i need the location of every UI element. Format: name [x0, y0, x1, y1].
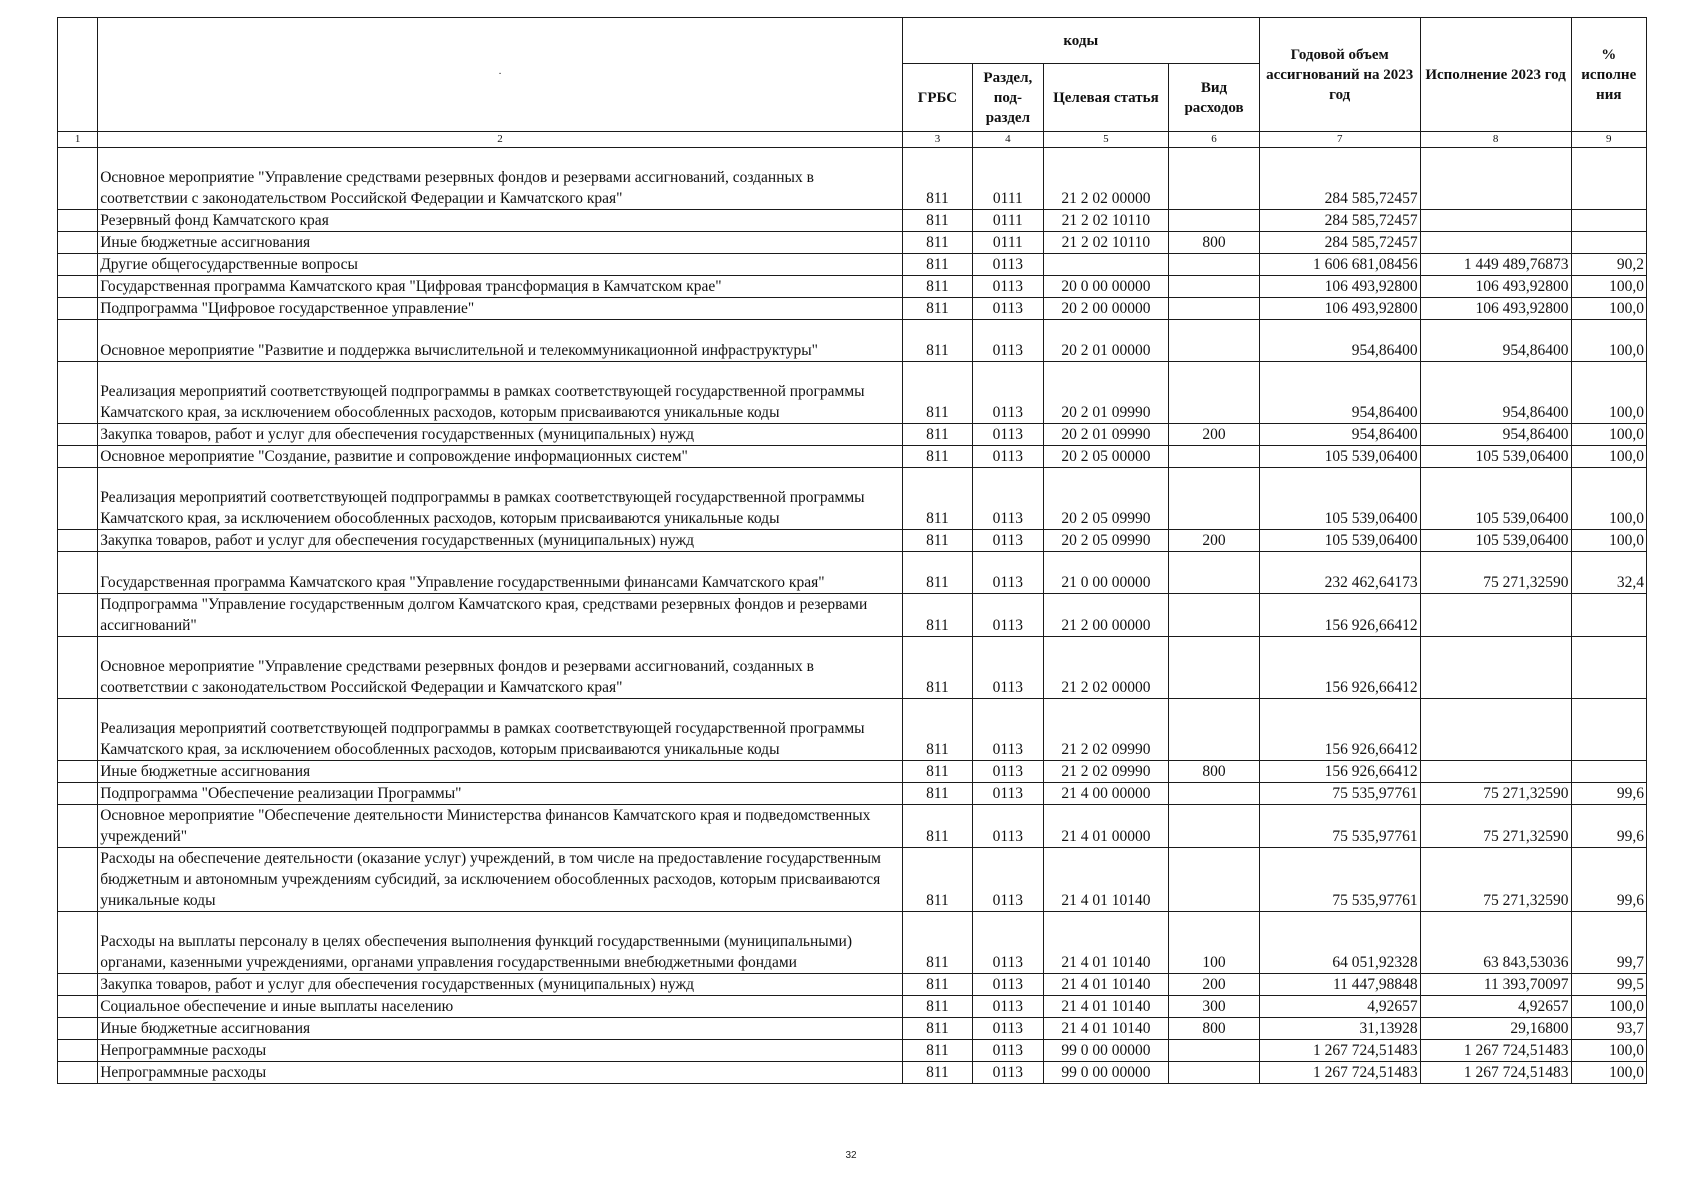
grbs-cell: 811 [902, 783, 972, 805]
grbs-cell: 811 [902, 848, 972, 912]
target-article-cell: 21 2 02 00000 [1043, 148, 1169, 210]
target-article-cell: 21 4 01 10140 [1043, 848, 1169, 912]
row-name-cell: Иные бюджетные ассигнования [98, 232, 903, 254]
annual-volume-cell: 156 926,66412 [1259, 699, 1420, 761]
grbs-cell: 811 [902, 254, 972, 276]
expense-type-cell [1169, 210, 1260, 232]
row-number-cell [58, 552, 98, 594]
row-number-cell [58, 848, 98, 912]
annual-volume-cell: 954,86400 [1259, 424, 1420, 446]
expense-type-cell [1169, 699, 1260, 761]
section-cell: 0113 [973, 761, 1043, 783]
row-name-cell: Подпрограмма "Обеспечение реализации Программы" [98, 783, 903, 805]
row-number-cell [58, 912, 98, 974]
row-name-cell: Закупка товаров, работ и услуг для обеспечения государственных (муниципальных) нужд [98, 530, 903, 552]
table-row [58, 1062, 1647, 1084]
execution-cell: 105 539,06400 [1420, 530, 1571, 552]
target-article-cell: 20 2 05 00000 [1043, 446, 1169, 468]
grbs-cell: 811 [902, 446, 972, 468]
grbs-cell: 811 [902, 276, 972, 298]
target-article-cell: 21 4 00 00000 [1043, 783, 1169, 805]
row-name-cell: Государственная программа Камчатского края "Цифровая трансформация в Камчатском крае" [98, 276, 903, 298]
row-number-cell [58, 783, 98, 805]
header-annual-volume: Годовой объем ассигнований на 2023 год [1259, 18, 1420, 132]
row-name-cell: Государственная программа Камчатского края "Управление государственными финансами Камчатского края" [98, 552, 903, 594]
section-cell: 0113 [973, 424, 1043, 446]
row-number-cell [58, 996, 98, 1018]
annual-volume-cell: 105 539,06400 [1259, 530, 1420, 552]
percent-cell: 100,0 [1571, 424, 1647, 446]
percent-cell: 99,6 [1571, 783, 1647, 805]
percent-cell [1571, 761, 1647, 783]
row-number-cell [58, 530, 98, 552]
table-row [58, 848, 1647, 912]
percent-cell [1571, 699, 1647, 761]
table-body [58, 148, 1647, 1084]
table-row [58, 783, 1647, 805]
execution-cell: 1 267 724,51483 [1420, 1062, 1571, 1084]
percent-cell: 100,0 [1571, 276, 1647, 298]
execution-cell: 106 493,92800 [1420, 276, 1571, 298]
expense-type-cell [1169, 298, 1260, 320]
row-number-cell [58, 468, 98, 530]
row-name-cell: Непрограммные расходы [98, 1040, 903, 1062]
table-row [58, 362, 1647, 424]
table-row [58, 761, 1647, 783]
grbs-cell: 811 [902, 974, 972, 996]
row-number-cell [58, 637, 98, 699]
execution-cell: 4,92657 [1420, 996, 1571, 1018]
row-name-cell: Реализация мероприятий соответствующей подпрограммы в рамках соответствующей государственной программы Камчатского края, за исключением обособленных расходов, которым присваиваются уникальные коды [98, 699, 903, 761]
table-row [58, 996, 1647, 1018]
execution-cell: 75 271,32590 [1420, 783, 1571, 805]
expense-type-cell [1169, 848, 1260, 912]
percent-cell: 99,7 [1571, 912, 1647, 974]
expense-type-cell [1169, 446, 1260, 468]
section-cell: 0113 [973, 362, 1043, 424]
grbs-cell: 811 [902, 232, 972, 254]
percent-cell: 100,0 [1571, 996, 1647, 1018]
expense-type-cell [1169, 148, 1260, 210]
section-cell: 0113 [973, 446, 1043, 468]
table-row [58, 1040, 1647, 1062]
table-row [58, 974, 1647, 996]
expense-type-cell [1169, 1040, 1260, 1062]
percent-cell: 100,0 [1571, 446, 1647, 468]
percent-cell: 90,2 [1571, 254, 1647, 276]
row-number-cell [58, 320, 98, 362]
column-number: 9 [1571, 132, 1647, 148]
annual-volume-cell: 105 539,06400 [1259, 446, 1420, 468]
percent-cell: 32,4 [1571, 552, 1647, 594]
execution-cell: 954,86400 [1420, 320, 1571, 362]
target-article-cell: 21 4 01 10140 [1043, 996, 1169, 1018]
annual-volume-cell: 954,86400 [1259, 320, 1420, 362]
target-article-cell: 21 4 01 10140 [1043, 974, 1169, 996]
section-cell: 0113 [973, 594, 1043, 637]
section-cell: 0113 [973, 974, 1043, 996]
execution-cell [1420, 148, 1571, 210]
table-row [58, 594, 1647, 637]
expense-type-cell [1169, 552, 1260, 594]
grbs-cell: 811 [902, 148, 972, 210]
row-number-cell [58, 232, 98, 254]
expense-type-cell [1169, 783, 1260, 805]
expense-type-cell: 800 [1169, 761, 1260, 783]
execution-cell: 63 843,53036 [1420, 912, 1571, 974]
percent-cell: 100,0 [1571, 298, 1647, 320]
row-name-cell: Подпрограмма "Управление государственным долгом Камчатского края, средствами резервных фондов и резервами ассигнований" [98, 594, 903, 637]
table-row [58, 232, 1647, 254]
row-number-cell [58, 446, 98, 468]
expense-type-cell [1169, 254, 1260, 276]
table-row [58, 552, 1647, 594]
budget-execution-table [57, 17, 1647, 1084]
annual-volume-cell: 31,13928 [1259, 1018, 1420, 1040]
row-name-cell: Резервный фонд Камчатского края [98, 210, 903, 232]
percent-cell: 100,0 [1571, 1040, 1647, 1062]
row-name-cell: Основное мероприятие "Управление средствами резервных фондов и резервами ассигнований, созданных в соответствии с законодательством Российской Федерации и Камчатского края" [98, 148, 903, 210]
target-article-cell: 99 0 00 00000 [1043, 1062, 1169, 1084]
grbs-cell: 811 [902, 424, 972, 446]
row-number-cell [58, 1062, 98, 1084]
target-article-cell: 21 2 02 00000 [1043, 637, 1169, 699]
table-row [58, 210, 1647, 232]
table-row [58, 254, 1647, 276]
header-empty [58, 18, 98, 132]
table-row [58, 276, 1647, 298]
execution-cell [1420, 699, 1571, 761]
percent-cell [1571, 594, 1647, 637]
section-cell: 0113 [973, 468, 1043, 530]
grbs-cell: 811 [902, 699, 972, 761]
row-number-cell [58, 594, 98, 637]
expense-type-cell [1169, 1062, 1260, 1084]
execution-cell: 954,86400 [1420, 362, 1571, 424]
row-number-cell [58, 1040, 98, 1062]
execution-cell [1420, 232, 1571, 254]
row-name-cell: Расходы на выплаты персоналу в целях обеспечения выполнения функций государственными (муниципальными) органами, казенными учреждениями, органами управления государственными внебюджетными фондами [98, 912, 903, 974]
column-number: 1 [58, 132, 98, 148]
section-cell: 0113 [973, 996, 1043, 1018]
row-name-cell: Подпрограмма "Цифровое государственное управление" [98, 298, 903, 320]
row-number-cell [58, 210, 98, 232]
section-cell: 0111 [973, 210, 1043, 232]
expense-type-cell [1169, 362, 1260, 424]
annual-volume-cell: 1 267 724,51483 [1259, 1062, 1420, 1084]
annual-volume-cell: 75 535,97761 [1259, 805, 1420, 848]
row-name-cell: Иные бюджетные ассигнования [98, 761, 903, 783]
expense-type-cell [1169, 276, 1260, 298]
target-article-cell: 21 2 00 00000 [1043, 594, 1169, 637]
annual-volume-cell: 232 462,64173 [1259, 552, 1420, 594]
section-cell: 0111 [973, 148, 1043, 210]
section-cell: 0113 [973, 805, 1043, 848]
percent-cell [1571, 637, 1647, 699]
annual-volume-cell: 284 585,72457 [1259, 210, 1420, 232]
annual-volume-cell: 64 051,92328 [1259, 912, 1420, 974]
execution-cell: 105 539,06400 [1420, 446, 1571, 468]
section-cell: 0113 [973, 298, 1043, 320]
grbs-cell: 811 [902, 912, 972, 974]
expense-type-cell [1169, 468, 1260, 530]
table-row [58, 699, 1647, 761]
target-article-cell [1043, 254, 1169, 276]
table-row [58, 805, 1647, 848]
row-number-cell [58, 1018, 98, 1040]
section-cell: 0113 [973, 552, 1043, 594]
annual-volume-cell: 156 926,66412 [1259, 761, 1420, 783]
table-row [58, 912, 1647, 974]
column-number: 7 [1259, 132, 1420, 148]
target-article-cell: 99 0 00 00000 [1043, 1040, 1169, 1062]
row-name-cell: Основное мероприятие "Создание, развитие и сопровождение информационных систем" [98, 446, 903, 468]
annual-volume-cell: 156 926,66412 [1259, 637, 1420, 699]
annual-volume-cell: 1 267 724,51483 [1259, 1040, 1420, 1062]
expense-type-cell: 200 [1169, 424, 1260, 446]
header-grbs: ГРБС [902, 64, 972, 132]
execution-cell: 75 271,32590 [1420, 848, 1571, 912]
execution-cell: 1 267 724,51483 [1420, 1040, 1571, 1062]
column-number: 2 [98, 132, 903, 148]
table-row [58, 530, 1647, 552]
column-number: 6 [1169, 132, 1260, 148]
column-numbers-row [58, 132, 1647, 148]
annual-volume-cell: 75 535,97761 [1259, 848, 1420, 912]
row-number-cell [58, 761, 98, 783]
row-name-cell: Реализация мероприятий соответствующей подпрограммы в рамках соответствующей государственной программы Камчатского края, за исключением обособленных расходов, которым присваиваются уникальные коды [98, 362, 903, 424]
expense-type-cell [1169, 637, 1260, 699]
header-codes-group: коды [902, 18, 1259, 64]
row-name-cell: Непрограммные расходы [98, 1062, 903, 1084]
target-article-cell: 20 2 01 00000 [1043, 320, 1169, 362]
page-number: 32 [845, 1150, 857, 1161]
expense-type-cell: 200 [1169, 530, 1260, 552]
row-name-cell: Другие общегосударственные вопросы [98, 254, 903, 276]
execution-cell: 75 271,32590 [1420, 805, 1571, 848]
column-number: 4 [973, 132, 1043, 148]
section-cell: 0113 [973, 783, 1043, 805]
grbs-cell: 811 [902, 1018, 972, 1040]
section-cell: 0113 [973, 848, 1043, 912]
grbs-cell: 811 [902, 594, 972, 637]
percent-cell: 100,0 [1571, 468, 1647, 530]
column-number: 8 [1420, 132, 1571, 148]
section-cell: 0113 [973, 276, 1043, 298]
section-cell: 0113 [973, 530, 1043, 552]
annual-volume-cell: 954,86400 [1259, 362, 1420, 424]
section-cell: 0113 [973, 699, 1043, 761]
row-name-cell: Реализация мероприятий соответствующей подпрограммы в рамках соответствующей государственной программы Камчатского края, за исключением обособленных расходов, которым присваиваются уникальные коды [98, 468, 903, 530]
table-row [58, 468, 1647, 530]
expense-type-cell [1169, 594, 1260, 637]
table-row [58, 148, 1647, 210]
grbs-cell: 811 [902, 468, 972, 530]
grbs-cell: 811 [902, 761, 972, 783]
execution-cell [1420, 761, 1571, 783]
annual-volume-cell: 284 585,72457 [1259, 232, 1420, 254]
execution-cell [1420, 594, 1571, 637]
target-article-cell: 21 2 02 09990 [1043, 761, 1169, 783]
execution-cell: 29,16800 [1420, 1018, 1571, 1040]
row-number-cell [58, 298, 98, 320]
row-number-cell [58, 424, 98, 446]
grbs-cell: 811 [902, 1040, 972, 1062]
grbs-cell: 811 [902, 210, 972, 232]
row-name-cell: Основное мероприятие "Управление средствами резервных фондов и резервами ассигнований, созданных в соответствии с законодательством Российской Федерации и Камчатского края" [98, 637, 903, 699]
annual-volume-cell: 106 493,92800 [1259, 298, 1420, 320]
annual-volume-cell: 105 539,06400 [1259, 468, 1420, 530]
percent-cell: 100,0 [1571, 320, 1647, 362]
row-number-cell [58, 254, 98, 276]
table-row [58, 446, 1647, 468]
grbs-cell: 811 [902, 320, 972, 362]
grbs-cell: 811 [902, 996, 972, 1018]
execution-cell: 106 493,92800 [1420, 298, 1571, 320]
row-name-cell: Расходы на обеспечение деятельности (оказание услуг) учреждений, в том числе на предоставление государственным бюджетным и автономным учреждениям субсидий, за исключением обособленных расходов, которым присваиваются уникальные коды [98, 848, 903, 912]
execution-cell: 105 539,06400 [1420, 468, 1571, 530]
annual-volume-cell: 4,92657 [1259, 996, 1420, 1018]
grbs-cell: 811 [902, 637, 972, 699]
table-header [58, 18, 1647, 148]
percent-cell [1571, 232, 1647, 254]
expense-type-cell: 300 [1169, 996, 1260, 1018]
percent-cell: 99,6 [1571, 848, 1647, 912]
percent-cell [1571, 148, 1647, 210]
row-number-cell [58, 974, 98, 996]
row-name-cell: Социальное обеспечение и иные выплаты населению [98, 996, 903, 1018]
section-cell: 0111 [973, 232, 1043, 254]
execution-cell: 954,86400 [1420, 424, 1571, 446]
row-name-cell: Основное мероприятие "Обеспечение деятельности Министерства финансов Камчатского края и подведомственных учреждений" [98, 805, 903, 848]
row-number-cell [58, 148, 98, 210]
section-cell: 0113 [973, 1018, 1043, 1040]
row-number-cell [58, 805, 98, 848]
target-article-cell: 20 2 05 09990 [1043, 530, 1169, 552]
section-cell: 0113 [973, 254, 1043, 276]
target-article-cell: 21 4 01 10140 [1043, 912, 1169, 974]
target-article-cell: 21 2 02 09990 [1043, 699, 1169, 761]
target-article-cell: 21 4 01 00000 [1043, 805, 1169, 848]
expense-type-cell: 800 [1169, 232, 1260, 254]
column-number: 3 [902, 132, 972, 148]
header-percent: % исполне ния [1571, 18, 1647, 132]
target-article-cell: 21 2 02 10110 [1043, 210, 1169, 232]
row-name-cell: Закупка товаров, работ и услуг для обеспечения государственных (муниципальных) нужд [98, 974, 903, 996]
row-name-cell: Основное мероприятие "Развитие и поддержка вычислительной и телекоммуникационной инфраструктуры" [98, 320, 903, 362]
table-row [58, 637, 1647, 699]
row-number-cell [58, 362, 98, 424]
column-number: 5 [1043, 132, 1169, 148]
table-row [58, 298, 1647, 320]
target-article-cell: 20 2 05 09990 [1043, 468, 1169, 530]
percent-cell [1571, 210, 1647, 232]
percent-cell: 99,5 [1571, 974, 1647, 996]
header-target-article: Целевая статья [1043, 64, 1169, 132]
section-cell: 0113 [973, 1040, 1043, 1062]
table-row [58, 320, 1647, 362]
target-article-cell: 21 0 00 00000 [1043, 552, 1169, 594]
annual-volume-cell: 284 585,72457 [1259, 148, 1420, 210]
annual-volume-cell: 156 926,66412 [1259, 594, 1420, 637]
execution-cell: 1 449 489,76873 [1420, 254, 1571, 276]
execution-cell [1420, 637, 1571, 699]
target-article-cell: 20 0 00 00000 [1043, 276, 1169, 298]
grbs-cell: 811 [902, 1062, 972, 1084]
expense-type-cell: 100 [1169, 912, 1260, 974]
percent-cell: 100,0 [1571, 1062, 1647, 1084]
expense-type-cell [1169, 805, 1260, 848]
header-execution: Исполнение 2023 год [1420, 18, 1571, 132]
section-cell: 0113 [973, 637, 1043, 699]
table-row [58, 424, 1647, 446]
execution-cell: 75 271,32590 [1420, 552, 1571, 594]
row-number-cell [58, 276, 98, 298]
grbs-cell: 811 [902, 362, 972, 424]
annual-volume-cell: 11 447,98848 [1259, 974, 1420, 996]
grbs-cell: 811 [902, 552, 972, 594]
grbs-cell: 811 [902, 530, 972, 552]
header-name: · [98, 18, 903, 132]
percent-cell: 100,0 [1571, 530, 1647, 552]
table-row [58, 1018, 1647, 1040]
target-article-cell: 21 4 01 10140 [1043, 1018, 1169, 1040]
annual-volume-cell: 75 535,97761 [1259, 783, 1420, 805]
percent-cell: 93,7 [1571, 1018, 1647, 1040]
target-article-cell: 20 2 01 09990 [1043, 424, 1169, 446]
percent-cell: 100,0 [1571, 362, 1647, 424]
annual-volume-cell: 106 493,92800 [1259, 276, 1420, 298]
annual-volume-cell: 1 606 681,08456 [1259, 254, 1420, 276]
section-cell: 0113 [973, 1062, 1043, 1084]
target-article-cell: 21 2 02 10110 [1043, 232, 1169, 254]
header-expense-type: Вид расходов [1169, 64, 1260, 132]
row-number-cell [58, 699, 98, 761]
section-cell: 0113 [973, 320, 1043, 362]
expense-type-cell [1169, 320, 1260, 362]
header-section: Раздел, под-раздел [973, 64, 1043, 132]
grbs-cell: 811 [902, 298, 972, 320]
grbs-cell: 811 [902, 805, 972, 848]
expense-type-cell: 200 [1169, 974, 1260, 996]
row-name-cell: Закупка товаров, работ и услуг для обеспечения государственных (муниципальных) нужд [98, 424, 903, 446]
execution-cell [1420, 210, 1571, 232]
percent-cell: 99,6 [1571, 805, 1647, 848]
execution-cell: 11 393,70097 [1420, 974, 1571, 996]
expense-type-cell: 800 [1169, 1018, 1260, 1040]
target-article-cell: 20 2 01 09990 [1043, 362, 1169, 424]
section-cell: 0113 [973, 912, 1043, 974]
row-name-cell: Иные бюджетные ассигнования [98, 1018, 903, 1040]
target-article-cell: 20 2 00 00000 [1043, 298, 1169, 320]
